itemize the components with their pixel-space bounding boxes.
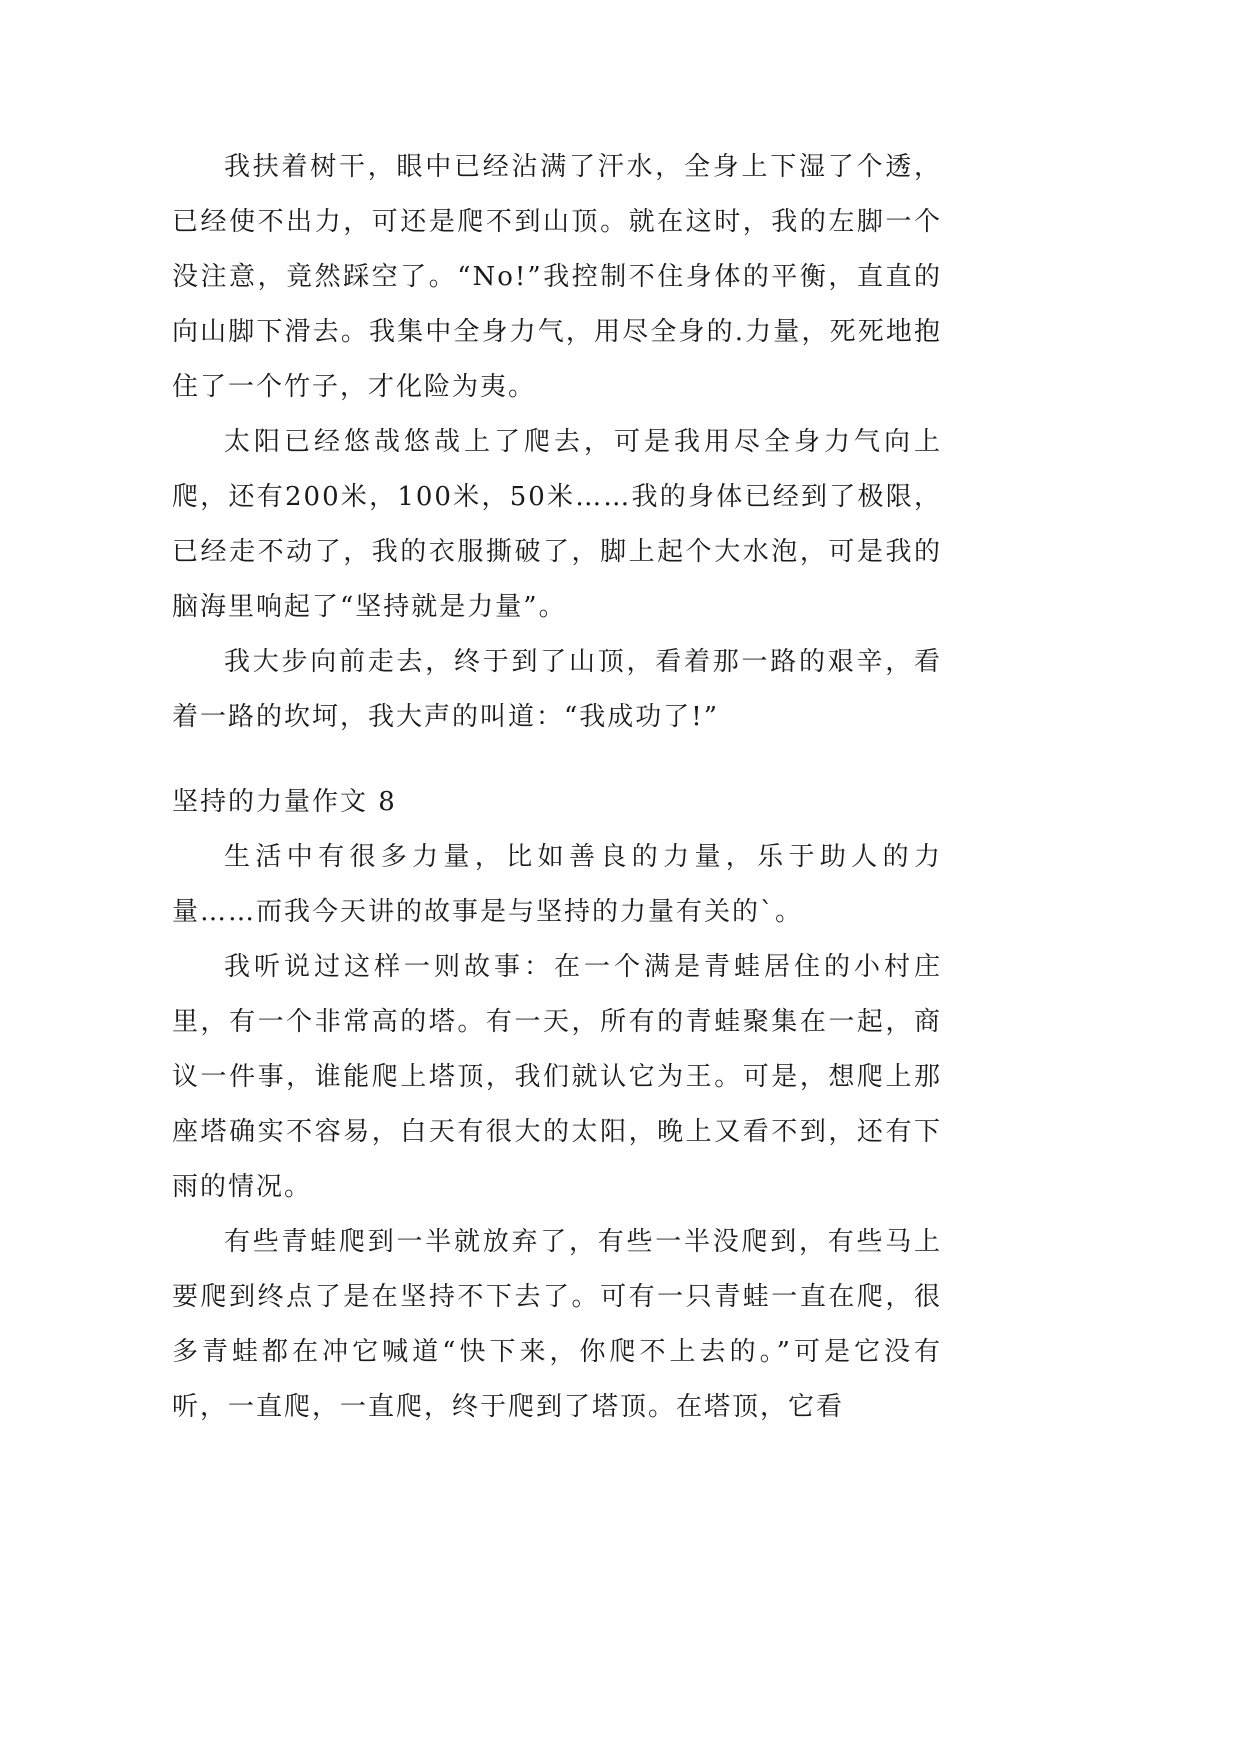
essay-8-section	[172, 775, 942, 1435]
paragraph: 生活中有很多力量，比如善良的力量，乐于助人的力量……而我今天讲的故事是与坚持的力量有关的`。	[172, 842, 942, 927]
paragraph: 我大步向前走去，终于到了山顶，看着那一路的艰辛，看着一路的坎坷，我大声的叫道：“我成功了!”	[172, 647, 942, 732]
section-heading: 坚持的力量作文 8	[172, 787, 397, 817]
paragraph: 我扶着树干，眼中已经沾满了汗水，全身上下湿了个透，已经使不出力，可还是爬不到山顶。就在这时，我的左脚一个没注意，竟然踩空了。“No!”我控制不住身体的平衡，直直的向山脚下滑去。我集中全身力气，用尽全身的.力量，死死地抱住了一个竹子，才化险为夷。	[172, 152, 942, 402]
paragraph: 我听说过这样一则故事：在一个满是青蛙居住的小村庄里，有一个非常高的塔。有一天，所有的青蛙聚集在一起，商议一件事，谁能爬上塔顶，我们就认它为王。可是，想爬上那座塔确实不容易，白天有很大的太阳，晚上又看不到，还有下雨的情况。	[172, 952, 942, 1202]
paragraph: 太阳已经悠哉悠哉上了爬去，可是我用尽全身力气向上爬，还有200米，100米，50米……我的身体已经到了极限，已经走不动了，我的衣服撕破了，脚上起个大水泡，可是我的脑海里响起了“坚持就是力量”。	[172, 427, 942, 622]
essay-continuation-section	[172, 140, 942, 745]
paragraph: 有些青蛙爬到一半就放弃了，有些一半没爬到，有些马上要爬到终点了是在坚持不下去了。可有一只青蛙一直在爬，很多青蛙都在冲它喊道“快下来，你爬不上去的。”可是它没有听，一直爬，一直爬，终于爬到了塔顶。在塔顶，它看	[172, 1227, 942, 1422]
